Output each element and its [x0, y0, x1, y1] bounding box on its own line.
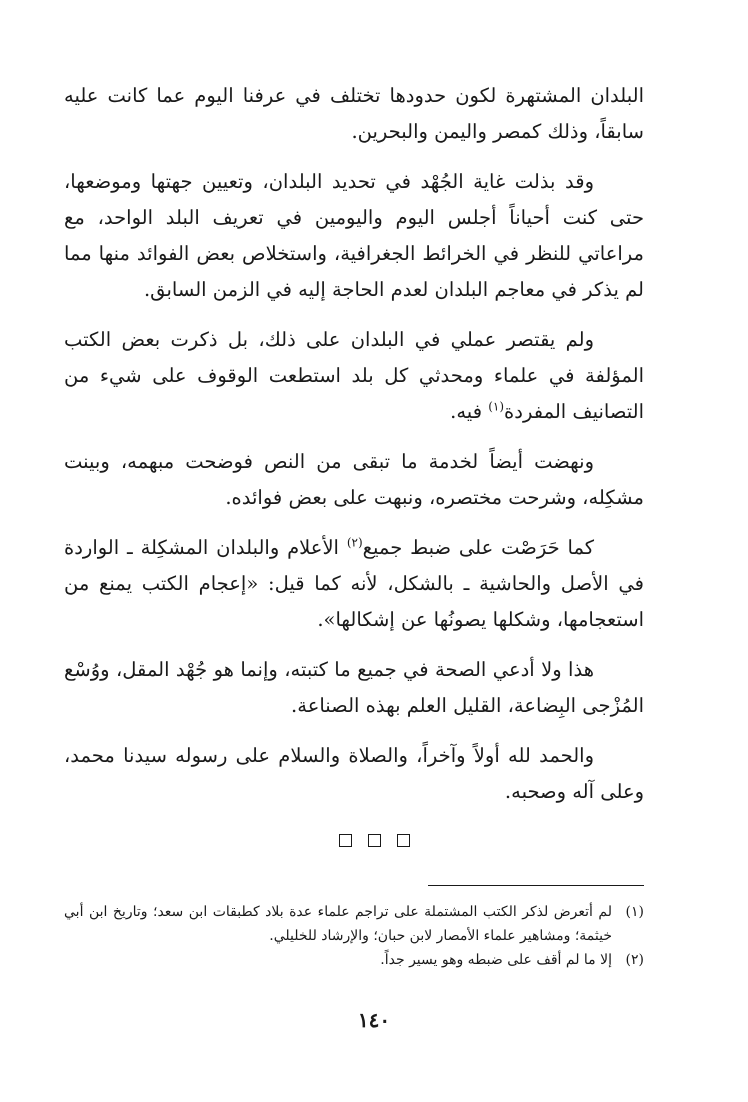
paragraph-3-text: ولم يقتصر عملي في البلدان على ذلك، بل ذكرت بعض الكتب المؤلفة في علماء ومحدثي كل بلد استطعت الوقوف على شيء من التصانيف المفردة — [64, 328, 644, 423]
paragraph-3-text-end: فيه. — [450, 400, 489, 423]
footnote-2-number: (٢) — [625, 952, 644, 968]
page-number: ١٤٠ — [357, 1008, 391, 1032]
paragraph-6: هذا ولا أدعي الصحة في جميع ما كتبته، وإنما هو جُهْد المقل، ووُسْع المُزْجى البِضاعة، القليل العلم بهذه الصناعة. — [64, 658, 644, 717]
footnote-1-text: لم أتعرض لذكر الكتب المشتملة على تراجم علماء عدة بلاد كطبقات ابن سعد؛ وتاريخ ابن أبي خيثمة؛ ومشاهير علماء الأمصار لابن حبان؛ والإرشاد للخليلي. — [64, 904, 612, 944]
footnote-1-number: (١) — [625, 904, 644, 920]
footnote-ref-2[interactable]: (٢) — [346, 535, 363, 550]
paragraph-5-text-end: الأعلام والبلدان المشكِلة ـ الواردة في الأصل والحاشية ـ بالشكل، لأنه كما قيل: «إعجام الكتب يمنع من استعجامها، وشكلها يصونُها عن إشكالها». — [64, 536, 644, 631]
paragraph-1: البلدان المشتهرة لكون حدودها تختلف في عرفنا اليوم عما كانت عليه سابقاً، وذلك كمصر واليمن والبحرين. — [64, 84, 644, 143]
footnote-2 — [64, 948, 644, 972]
paragraph-5-text: كما حَرَصْت على ضبط جميع — [362, 536, 594, 559]
separator-square-icon — [397, 834, 410, 847]
footnote-2-text: إلا ما لم أقف على ضبطه وهو يسير جداً. — [380, 952, 612, 968]
paragraph-4: ونهضت أيضاً لخدمة ما تبقى من النص فوضحت مبهمه، وبينت مشكِله، وشرحت مختصره، ونبهت على بعض فوائده. — [64, 450, 644, 509]
body-text — [64, 78, 644, 824]
section-separator — [0, 832, 748, 851]
footnote-ref-1[interactable]: (١) — [488, 399, 505, 414]
separator-square-icon — [368, 834, 381, 847]
paragraph-5 — [64, 530, 644, 638]
footnote-1 — [64, 900, 644, 948]
paragraph-2: وقد بذلت غاية الجُهْد في تحديد البلدان، وتعيين جهتها وموضعها، حتى كنت أحياناً أجلس اليوم واليومين في تعريف البلد الواحد، مع مراعاتي للنظر في الخرائط الجغرافية، واستخلاص بعض الفوائد منها مما لم يذكر في معاجم البلدان لعدم الحاجة إليه في الزمن السابق. — [64, 170, 644, 301]
footnote-divider — [428, 885, 644, 886]
footnotes — [64, 900, 644, 972]
paragraph-3 — [64, 322, 644, 430]
paragraph-7: والحمد لله أولاً وآخراً، والصلاة والسلام على رسوله سيدنا محمد، وعلى آله وصحبه. — [64, 744, 644, 803]
separator-square-icon — [339, 834, 352, 847]
